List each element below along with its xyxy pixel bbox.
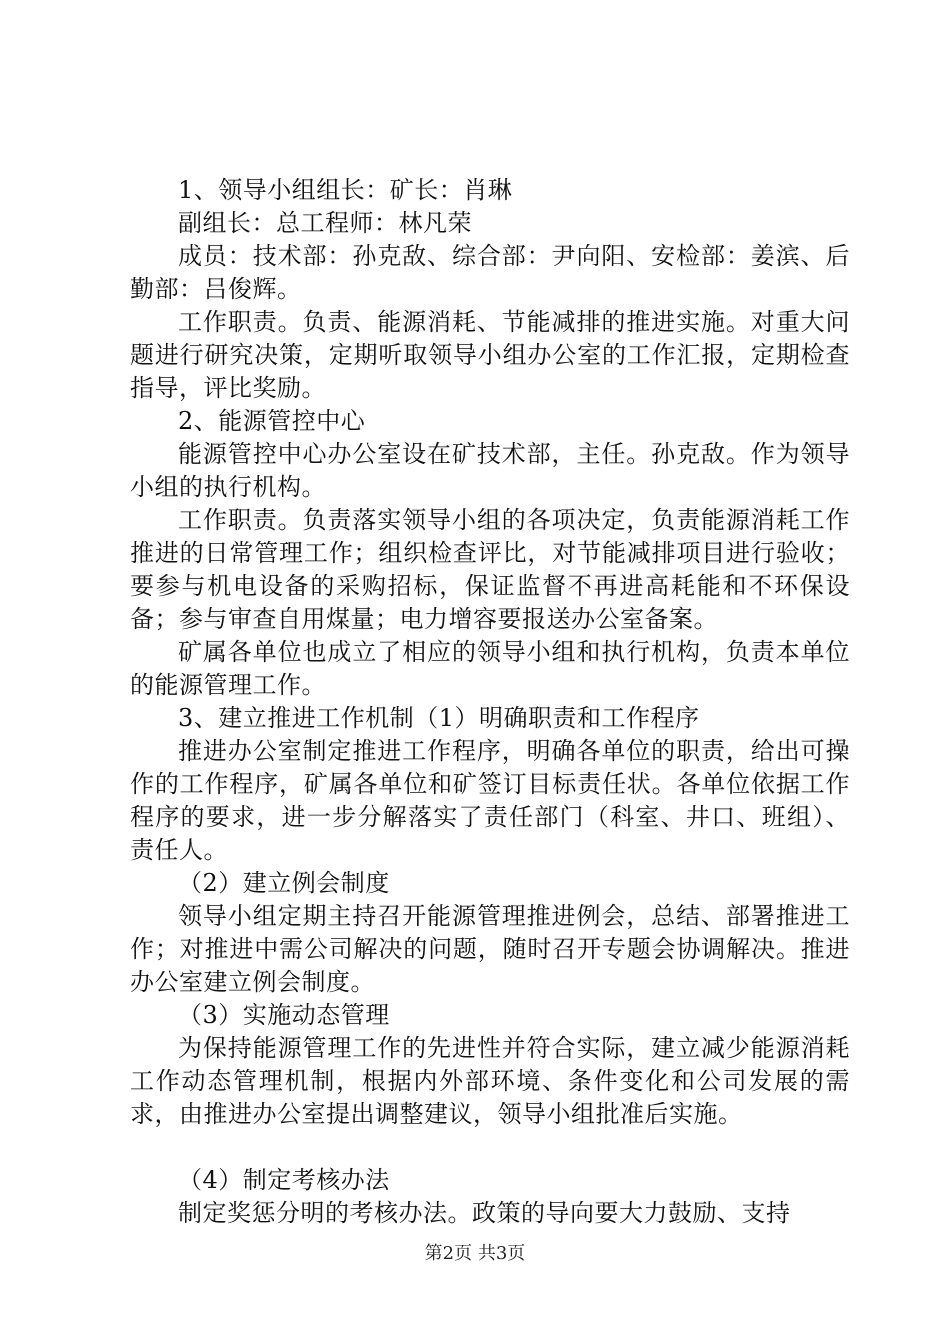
paragraph-members: 成员：技术部：孙克敌、综合部：尹向阳、安检部：姜滨、后勤部：吕俊辉。 [130,242,850,303]
paragraph-heading-assessment: （4）制定考核办法 [178,1166,390,1194]
paragraph-dynamic: 为保持能源管理工作的先进性并符合实际，建立减少能源消耗工作动态管理机制，根据内外部环境、条件变化和公司发展的需求，由推进办公室提出调整建议，领导小组批准后实施。 [130,1034,850,1128]
paragraph-leader-group-head: 1、领导小组组长：矿长：肖琳 [178,176,513,204]
paragraph-assessment: 制定奖惩分明的考核办法。政策的导向要大力鼓励、支持 [178,1199,791,1227]
document-body [130,174,850,1230]
paragraph-duties-1: 工作职责。负责、能源消耗、节能减排的推进实施。对重大问题进行研究决策，定期听取领导小组办公室的工作汇报，定期检查指导，评比奖励。 [130,308,850,402]
paragraph-heading-meeting: （2）建立例会制度 [178,869,390,897]
paragraph-spacer [130,1131,850,1164]
paragraph-heading-dynamic: （3）实施动态管理 [178,1001,390,1029]
paragraph-units: 矿属各单位也成立了相应的领导小组和执行机构，负责本单位的能源管理工作。 [130,638,850,699]
paragraph-heading-mechanism: 3、建立推进工作机制（1）明确职责和工作程序 [178,704,700,732]
page-footer: 第2页 共3页 [424,1243,526,1264]
paragraph-meeting: 领导小组定期主持召开能源管理推进例会，总结、部署推进工作；对推进中需公司解决的问题，随时召开专题会协调解决。推进办公室建立例会制度。 [130,902,850,996]
paragraph-heading-energy-center: 2、能源管控中心 [178,407,366,435]
paragraph-procedure: 推进办公室制定推进工作程序，明确各单位的职责，给出可操作的工作程序，矿属各单位和矿签订目标责任状。各单位依据工作程序的要求，进一步分解落实了责任部门（科室、井口、班组）、责任人。 [130,737,850,864]
paragraph-duties-2: 工作职责。负责落实领导小组的各项决定，负责能源消耗工作推进的日常管理工作；组织检查评比，对节能减排项目进行验收；要参与机电设备的采购招标，保证监督不再进高耗能和不环保设备；参与审查自用煤量；电力增容要报送办公室备案。 [130,506,850,633]
paragraph-energy-center-office: 能源管控中心办公室设在矿技术部，主任。孙克敌。作为领导小组的执行机构。 [130,440,850,501]
paragraph-deputy-head: 副组长：总工程师：林凡荣 [178,209,472,237]
